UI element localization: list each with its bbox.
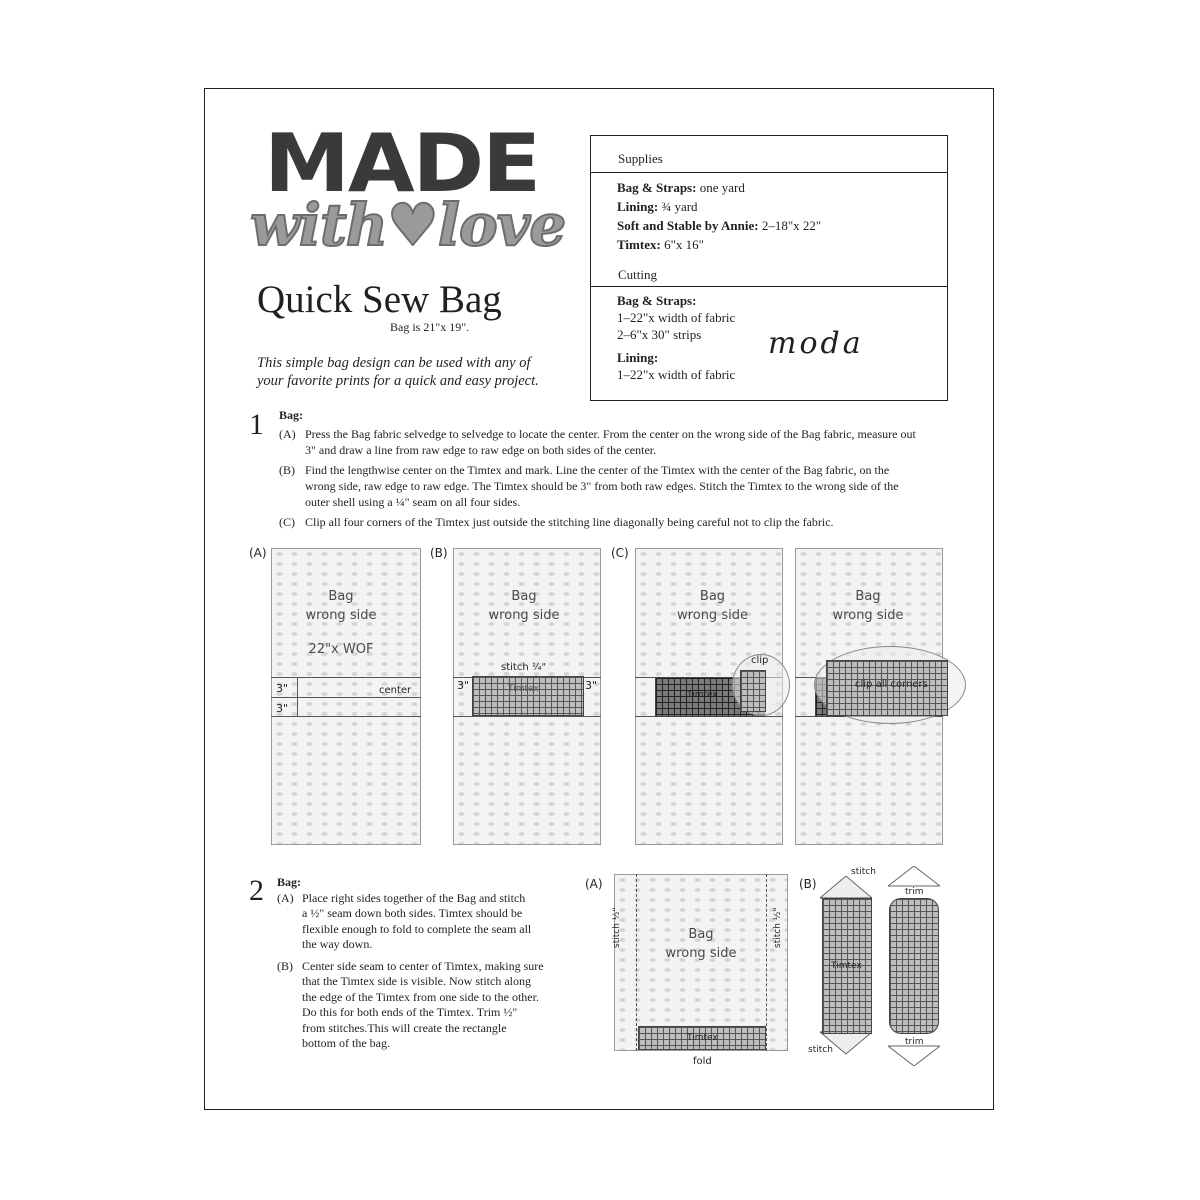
step-item-text: Do this for both ends of the Timtex. Trim ½": [302, 1005, 518, 1019]
supplies-item: Bag & Straps: one yard: [617, 180, 745, 195]
diagram-label-a: (A): [249, 546, 267, 560]
diagram-label-c: (C): [611, 546, 629, 560]
measure-label: 3": [276, 682, 289, 695]
step-item-text: bottom of the bag.: [302, 1036, 390, 1050]
cutting-lining-label: Lining:: [617, 350, 659, 365]
timtex-label: Timtex: [831, 961, 862, 971]
step-item-text: Center side seam to center of Timtex, making sure: [302, 959, 544, 973]
supplies-heading: Supplies: [618, 151, 663, 166]
fabric-label: Bag wrong side: [305, 589, 377, 623]
step-number: 2: [249, 874, 264, 907]
cutting-line: 2–6"x 30" strips: [617, 327, 702, 342]
timtex-label: Timtex: [687, 1033, 718, 1043]
stitch-label: stitch ¼": [501, 662, 547, 673]
fabric-label: Bag wrong side: [832, 589, 904, 623]
measure-line: [453, 716, 601, 717]
stitch-label: stitch ½": [612, 907, 622, 948]
supplies-item: Lining: ¾ yard: [617, 199, 698, 214]
supplies-item: Soft and Stable by Annie: 2–18"x 22": [617, 218, 822, 233]
diagram-label-b: (B): [799, 877, 817, 891]
timtex-piece: [472, 676, 584, 716]
step-item-text: from stitches.This will create the rectangle: [302, 1021, 507, 1035]
step-item: (C) Clip all four corners of the Timtex just outside the stitching line diagonally being careful not to clip the fabric.: [279, 515, 834, 529]
clip-all-label: clip all corners: [855, 679, 928, 690]
fabric-label: Bag wrong side: [665, 927, 737, 961]
measure-line: [271, 716, 421, 717]
fabric-size-label: 22"x WOF: [308, 642, 374, 657]
step-item-text: that the Timtex side is visible. Now stitch along: [302, 974, 531, 988]
measure-arrow: [297, 677, 298, 716]
moda-logo-text: moda: [768, 326, 864, 361]
step-item-mark: (B): [277, 959, 293, 973]
step-item-text: Place right sides together of the Bag and stitch: [302, 891, 526, 905]
stitch-label: stitch: [851, 867, 876, 877]
clip-label: clip: [751, 655, 769, 666]
step-item-text: flexible enough to fold to complete the seam all: [302, 922, 532, 936]
step-item-mark: (A): [277, 891, 294, 905]
timtex-label: Timtex: [508, 684, 539, 694]
diagram-label-a: (A): [585, 877, 603, 891]
cutting-divider: [590, 286, 948, 287]
cutting-bag-label: Bag & Straps:: [617, 293, 697, 308]
timtex-piece: [889, 898, 939, 1034]
supplies-item: Timtex: 6"x 16": [617, 237, 704, 252]
trim-label: trim: [905, 887, 924, 897]
bag-size: Bag is 21"x 19".: [390, 320, 470, 334]
step-item: (B) Find the lengthwise center on the Timtex and mark. Line the center of the Timtex with the center of the Bag fabric, on the wrong side, raw edge to raw edge. The Timtex should be 3" from both raw edges. Stitch the Timtex to the wrong side of the outer shell using a ¼" seam on all four sides.: [279, 463, 899, 509]
clip-detail-timtex: [740, 670, 766, 712]
measure-label: 3": [585, 679, 598, 692]
measure-label: 3": [457, 679, 470, 692]
diagram-label-b: (B): [430, 546, 448, 560]
fold-label: fold: [693, 1056, 712, 1067]
step-item: (A) Press the Bag fabric selvedge to selvedge to locate the center. From the center on the wrong side of the Bag fabric, measure out 3" and draw a line from raw edge to raw edge on both sides of the center.: [279, 427, 916, 457]
cutting-line: 1–22"x width of fabric: [617, 310, 736, 325]
measure-line: [271, 677, 421, 678]
logo-with-love-text: with♥love: [250, 191, 566, 259]
cutting-heading: Cutting: [618, 267, 658, 282]
timtex-label: Timtex: [687, 690, 718, 700]
cutting-line: 1–22"x width of fabric: [617, 367, 736, 382]
trim-label: trim: [905, 1037, 924, 1047]
step-item-text: the way down.: [302, 937, 373, 951]
page-title: Quick Sew Bag: [257, 278, 502, 321]
supplies-divider: [590, 172, 948, 173]
fabric-label: Bag wrong side: [488, 589, 560, 623]
intro-text: This simple bag design can be used with any of your favorite prints for a quick and easy project.: [257, 355, 539, 389]
fabric-label: Bag wrong side: [677, 589, 748, 623]
stitch-label: stitch ½": [773, 907, 783, 948]
step-item-text: the edge of the Timtex from one side to the other.: [302, 990, 539, 1004]
center-line: [271, 697, 421, 698]
logo-made-text: MADE: [264, 117, 539, 210]
stitch-label: stitch: [808, 1045, 833, 1055]
center-label: center: [379, 685, 412, 696]
step-label: Bag:: [279, 408, 303, 422]
step-number: 1: [249, 408, 264, 441]
step-label: Bag:: [277, 875, 301, 889]
measure-label: 3": [276, 702, 289, 715]
step-item-text: a ½" seam down both sides. Timtex should be: [302, 906, 523, 920]
